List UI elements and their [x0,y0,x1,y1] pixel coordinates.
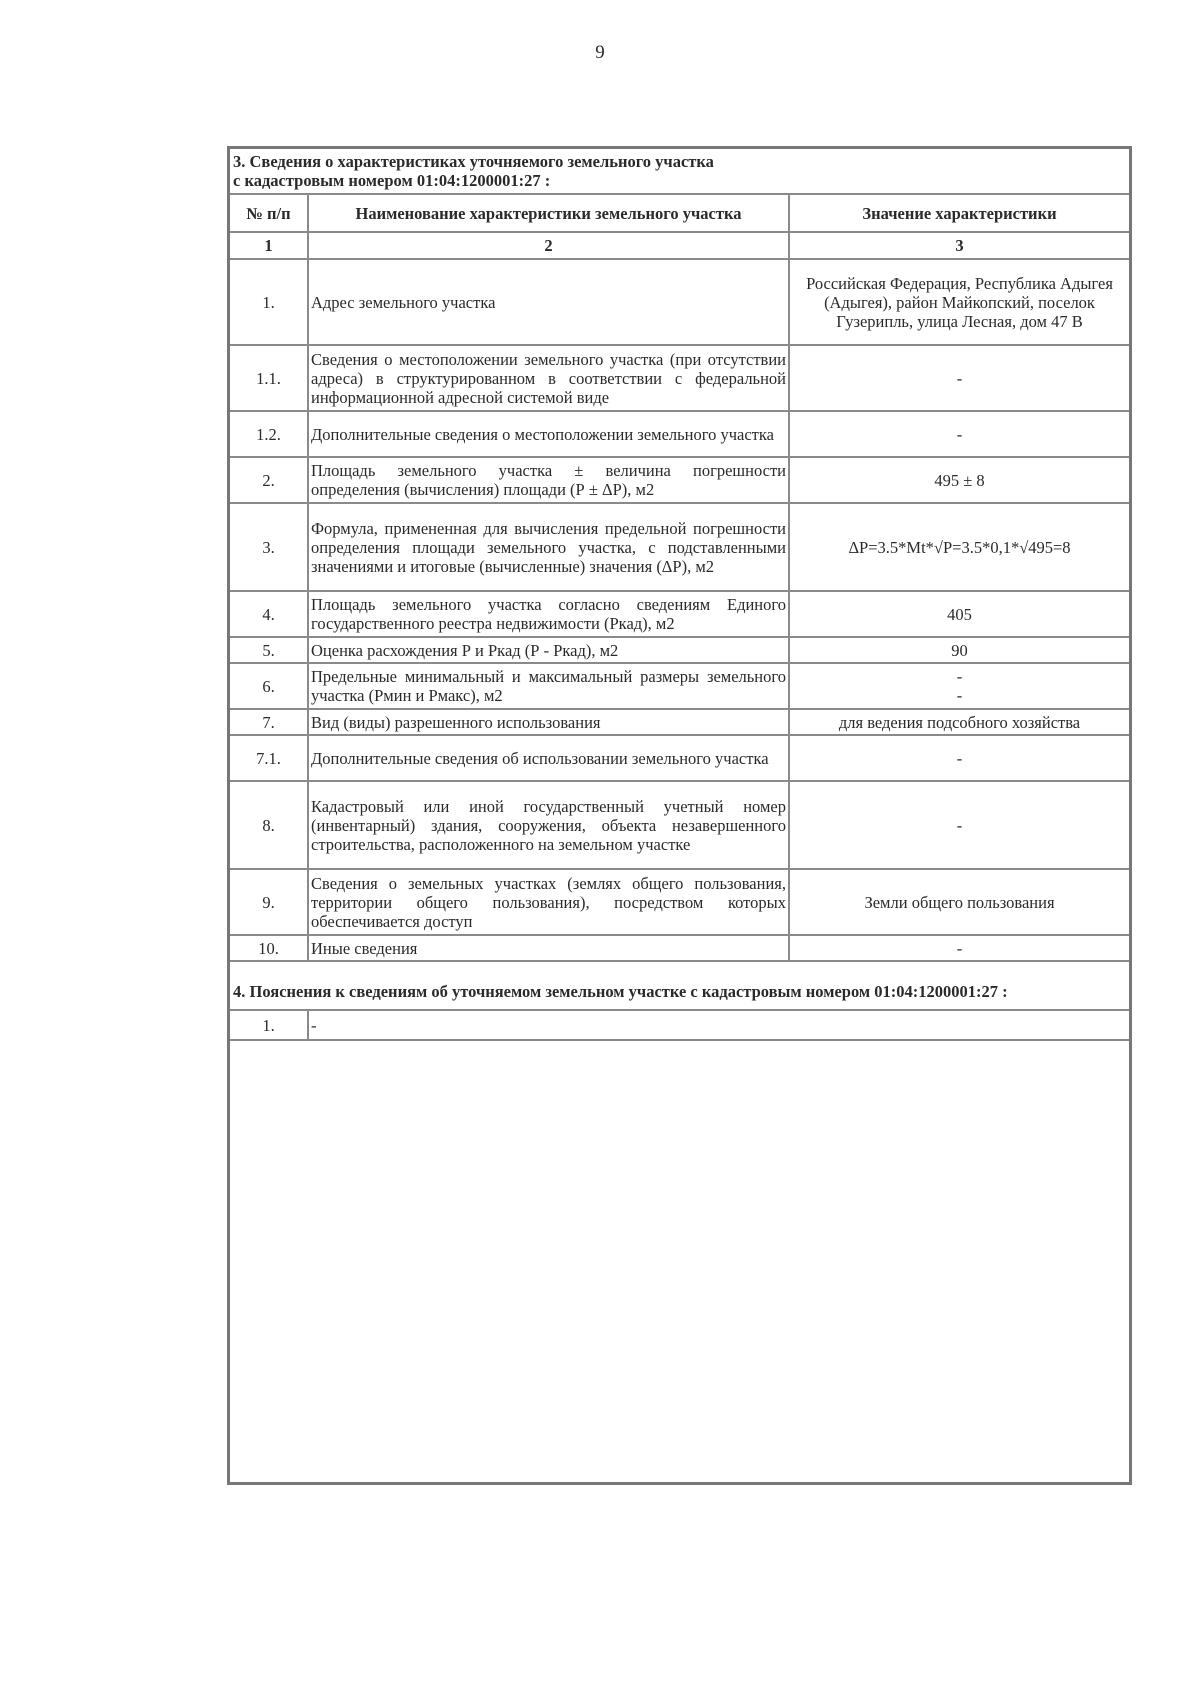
row-number: 1.2. [230,411,308,457]
section3-title-row [230,149,1129,194]
section4-title: 4. Пояснения к сведениям об уточняемом земельном участке с кадастровым номером 01:04:1200001:27 : [230,961,1129,1010]
row-name: Кадастровый или иной государственный учетный номер (инвентарный) здания, сооружения, объекта незавершенного строительства, расположенного на земельном участке [308,781,789,869]
table-row [230,591,1129,637]
section4-title-row [230,961,1129,1010]
row-number: 3. [230,503,308,591]
row-value: - [789,781,1129,869]
table-row [230,709,1129,735]
header-number: № п/п [230,194,308,232]
column-number-2: 2 [308,232,789,259]
section4-row [230,1010,1129,1040]
table-row [230,735,1129,781]
row-number: 6. [230,663,308,709]
table-row [230,781,1129,869]
row-name: Площадь земельного участка ± величина погрешности определения (вычисления) площади (Р ± ΔР), м2 [308,457,789,503]
row-number: 8. [230,781,308,869]
header-characteristic-value: Значение характеристики [789,194,1129,232]
row-value: ΔP=3.5*Mt*√P=3.5*0,1*√495=8 [789,503,1129,591]
table-row [230,663,1129,709]
document-frame [227,146,1132,1485]
section3-title-line1: 3. Сведения о характеристиках уточняемого земельного участка [233,152,714,171]
table-row [230,869,1129,935]
row-number: 4. [230,591,308,637]
row-value: - [789,345,1129,411]
table-row [230,259,1129,345]
section3-title-line2: с кадастровым номером 01:04:1200001:27 : [233,171,551,190]
row-value: 90 [789,637,1129,663]
column-number-row [230,232,1129,259]
row-value: 495 ± 8 [789,457,1129,503]
row-value: 405 [789,591,1129,637]
column-number-1: 1 [230,232,308,259]
row-number: 9. [230,869,308,935]
row-number: 7.1. [230,735,308,781]
section3-title [230,149,1129,194]
page-number: 9 [595,42,605,63]
row-name: Адрес земельного участка [308,259,789,345]
row-value [789,663,1129,709]
row-name: Сведения о местоположении земельного участка (при отсутствии адреса) в структурированном в соответствии с федеральной информационной адресной системой виде [308,345,789,411]
row-name: Сведения о земельных участках (землях общего пользования, территории общего пользования), посредством которых обеспечивается доступ [308,869,789,935]
row-name: Дополнительные сведения об использовании земельного участка [308,735,789,781]
row-value: Российская Федерация, Республика Адыгея (Адыгея), район Майкопский, поселок Гузерипль, улица Лесная, дом 47 В [789,259,1129,345]
row-name: Оценка расхождения Р и Ркад (Р - Ркад), м2 [308,637,789,663]
row-value-min: - [956,667,963,686]
table-row [230,457,1129,503]
row-name: Иные сведения [308,935,789,961]
table-header-row [230,194,1129,232]
row-name: Дополнительные сведения о местоположении земельного участка [308,411,789,457]
row-name: Формула, примененная для вычисления предельной погрешности определения площади земельного участка, с подставленными значениями и итоговые (вычисленные) значения (ΔР), м2 [308,503,789,591]
table-row [230,411,1129,457]
row-number: 5. [230,637,308,663]
row-name: Вид (виды) разрешенного использования [308,709,789,735]
row-value: - [789,411,1129,457]
row-name: Площадь земельного участка согласно сведениям Единого государственного реестра недвижимости (Ркад), м2 [308,591,789,637]
row-value-max: - [956,686,963,705]
column-number-3: 3 [789,232,1129,259]
table-row [230,935,1129,961]
section4-row-number: 1. [230,1010,308,1040]
section4-row-text: - [308,1010,1129,1040]
row-value: - [789,935,1129,961]
row-number: 2. [230,457,308,503]
row-number: 10. [230,935,308,961]
characteristics-table [230,149,1129,1041]
row-number: 1. [230,259,308,345]
row-value: - [789,735,1129,781]
row-value: Земли общего пользования [789,869,1129,935]
row-number: 1.1. [230,345,308,411]
row-value: для ведения подсобного хозяйства [789,709,1129,735]
row-number: 7. [230,709,308,735]
row-name: Предельные минимальный и максимальный размеры земельного участка (Рмин и Рмакс), м2 [308,663,789,709]
table-row [230,503,1129,591]
table-row [230,345,1129,411]
table-row [230,637,1129,663]
header-characteristic-name: Наименование характеристики земельного участка [308,194,789,232]
